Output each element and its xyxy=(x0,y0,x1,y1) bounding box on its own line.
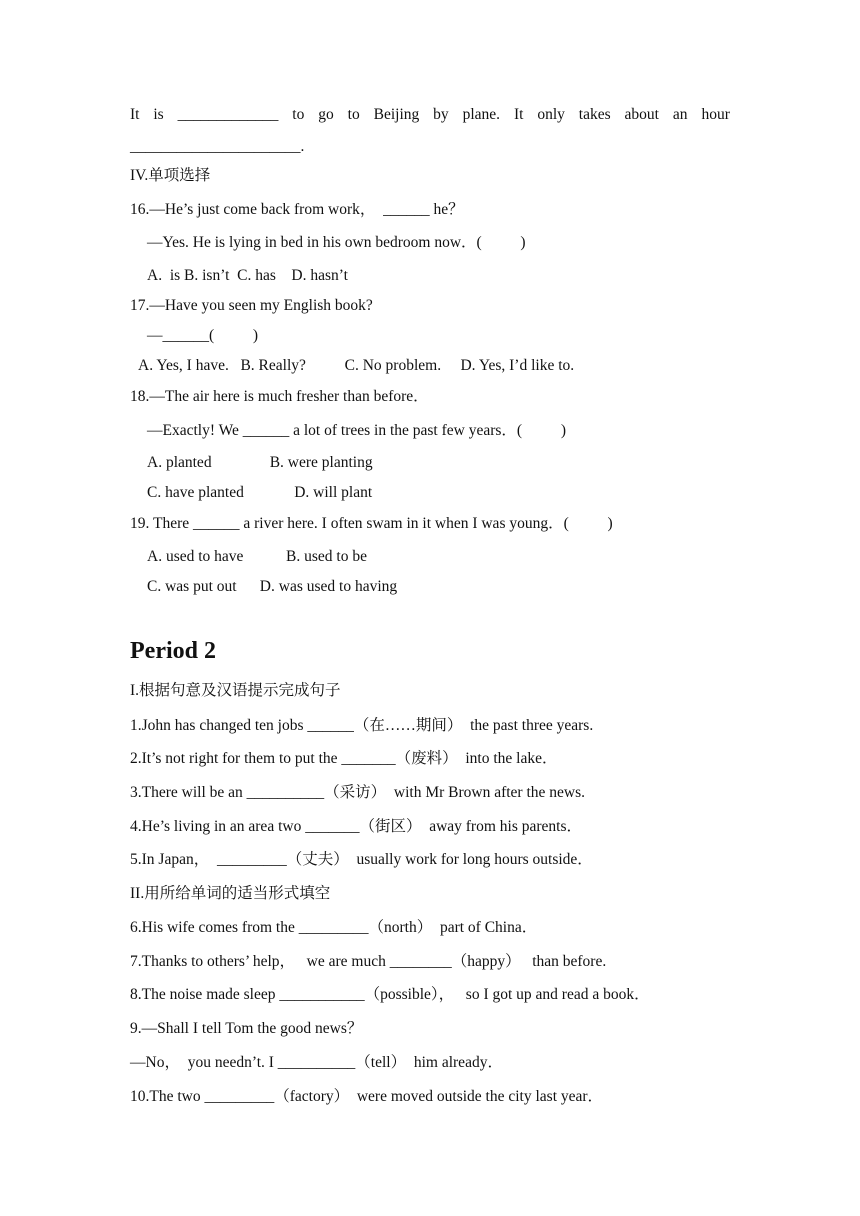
tail-word: takes xyxy=(578,106,611,123)
period1-tail-sentence xyxy=(130,105,730,125)
q17-options: A. Yes, I have. B. Really? C. No problem. D. Yes, I’d like to. xyxy=(138,357,575,374)
q16-stem: 16.—He’s just come back from work， ______ he？ xyxy=(130,201,464,218)
section-iv-title: IV.单项选择 xyxy=(130,167,211,184)
section-ii-item-8: 8.The noise made sleep ___________（possible）， so I got up and read a book． xyxy=(130,986,650,1003)
q18-stem: 18.—The air here is much fresher than before． xyxy=(130,388,429,405)
tail-word: It xyxy=(130,106,140,123)
section-i-item-4: 4.He’s living in an area two _______（街区） away from his parents． xyxy=(130,818,582,835)
tail-word: about xyxy=(624,106,659,123)
tail-word: to xyxy=(292,106,305,123)
period1-tail-continuation: ______________________. xyxy=(130,138,305,155)
tail-word: go xyxy=(318,106,334,123)
tail-word: hour xyxy=(701,106,730,123)
tail-word: It xyxy=(513,106,524,123)
section-ii-item-6: 6.His wife comes from the _________（north） part of China． xyxy=(130,919,538,936)
q19-stem: 19. There ______ a river here. I often swam in it when I was young．( ) xyxy=(130,515,613,532)
tail-word: _____________ xyxy=(177,106,279,123)
section-ii-item-9-question: 9.—Shall I tell Tom the good news？ xyxy=(130,1020,363,1037)
section-i-title: I.根据句意及汉语提示完成句子 xyxy=(130,682,341,699)
section-ii-title: II.用所给单词的适当形式填空 xyxy=(130,885,331,902)
q19-options-row1: A. used to have B. used to be xyxy=(147,548,367,565)
tail-word: plane. xyxy=(462,106,501,123)
tail-word: Beijing xyxy=(373,106,420,123)
tail-word: by xyxy=(433,106,449,123)
section-i-item-2: 2.It’s not right for them to put the _______（废料） into the lake． xyxy=(130,750,558,767)
q17-reply: —______( ) xyxy=(147,327,259,344)
section-ii-item-9-reply: —No， you needn’t. I __________（tell） him already． xyxy=(130,1054,503,1071)
tail-word: to xyxy=(347,106,360,123)
q18-reply: —Exactly! We ______ a lot of trees in the past few years．( ) xyxy=(147,422,566,439)
tail-word: is xyxy=(153,106,164,123)
section-i-item-1: 1.John has changed ten jobs ______（在……期间） the past three years. xyxy=(130,717,594,734)
section-ii-item-7: 7.Thanks to others’ help， we are much ________（happy） than before. xyxy=(130,953,607,970)
section-i-item-3: 3.There will be an __________（采访） with Mr Brown after the news. xyxy=(130,784,586,801)
q19-options-row2: C. was put out D. was used to having xyxy=(147,578,398,595)
q18-options-row2: C. have planted D. will plant xyxy=(147,484,373,501)
section-ii-item-10: 10.The two _________（factory） were moved outside the city last year． xyxy=(130,1088,604,1105)
tail-word: only xyxy=(537,106,565,123)
tail-word: an xyxy=(672,106,688,123)
q18-options-row1: A. planted B. were planting xyxy=(147,454,373,471)
period2-heading: Period 2 xyxy=(130,638,216,664)
q16-reply: —Yes. He is lying in bed in his own bedroom now．( ) xyxy=(147,234,526,251)
section-i-item-5: 5.In Japan， _________（丈夫） usually work for long hours outside． xyxy=(130,851,593,868)
q16-options: A. is B. isn’t C. has D. hasn’t xyxy=(147,267,348,284)
q17-stem: 17.—Have you seen my English book? xyxy=(130,297,373,314)
